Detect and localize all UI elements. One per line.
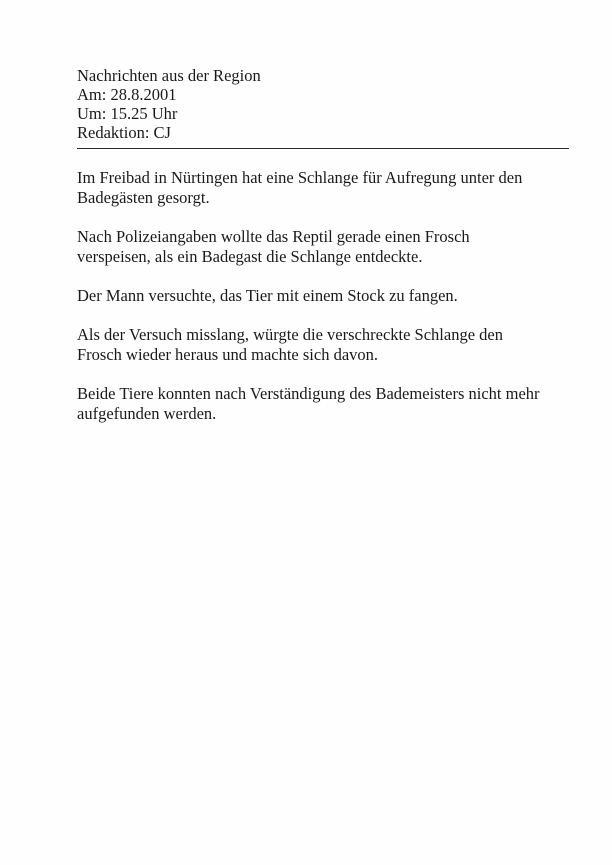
paragraph-line: Im Freibad in Nürtingen hat eine Schlange für Aufregung unter den — [77, 168, 523, 187]
paragraph — [77, 286, 577, 306]
paragraph-line: aufgefunden werden. — [77, 404, 217, 423]
paragraph-line: Badegästen gesorgt. — [77, 188, 210, 207]
header-divider — [77, 148, 569, 149]
paragraph — [77, 227, 577, 267]
paragraph-line: Nach Polizeiangaben wollte das Reptil gerade einen Frosch — [77, 227, 470, 246]
paragraph-line: Als der Versuch misslang, würgte die verschreckte Schlange den — [77, 325, 503, 344]
header-time: Um: 15.25 Uhr — [77, 104, 178, 123]
paragraph-line: Frosch wieder heraus und machte sich davon. — [77, 345, 379, 364]
article-body — [77, 168, 577, 443]
paragraph — [77, 168, 577, 208]
paragraph-line: Der Mann versuchte, das Tier mit einem Stock zu fangen. — [77, 286, 458, 305]
paragraph-line: Beide Tiere konnten nach Verständigung des Bademeisters nicht mehr — [77, 384, 540, 403]
paragraph-line: verspeisen, als ein Badegast die Schlange entdeckte. — [77, 247, 423, 266]
header-editor: Redaktion: CJ — [77, 123, 171, 142]
document-header — [77, 66, 569, 142]
header-date: Am: 28.8.2001 — [77, 85, 177, 104]
header-title: Nachrichten aus der Region — [77, 66, 261, 85]
paragraph — [77, 384, 577, 424]
paragraph — [77, 325, 577, 365]
